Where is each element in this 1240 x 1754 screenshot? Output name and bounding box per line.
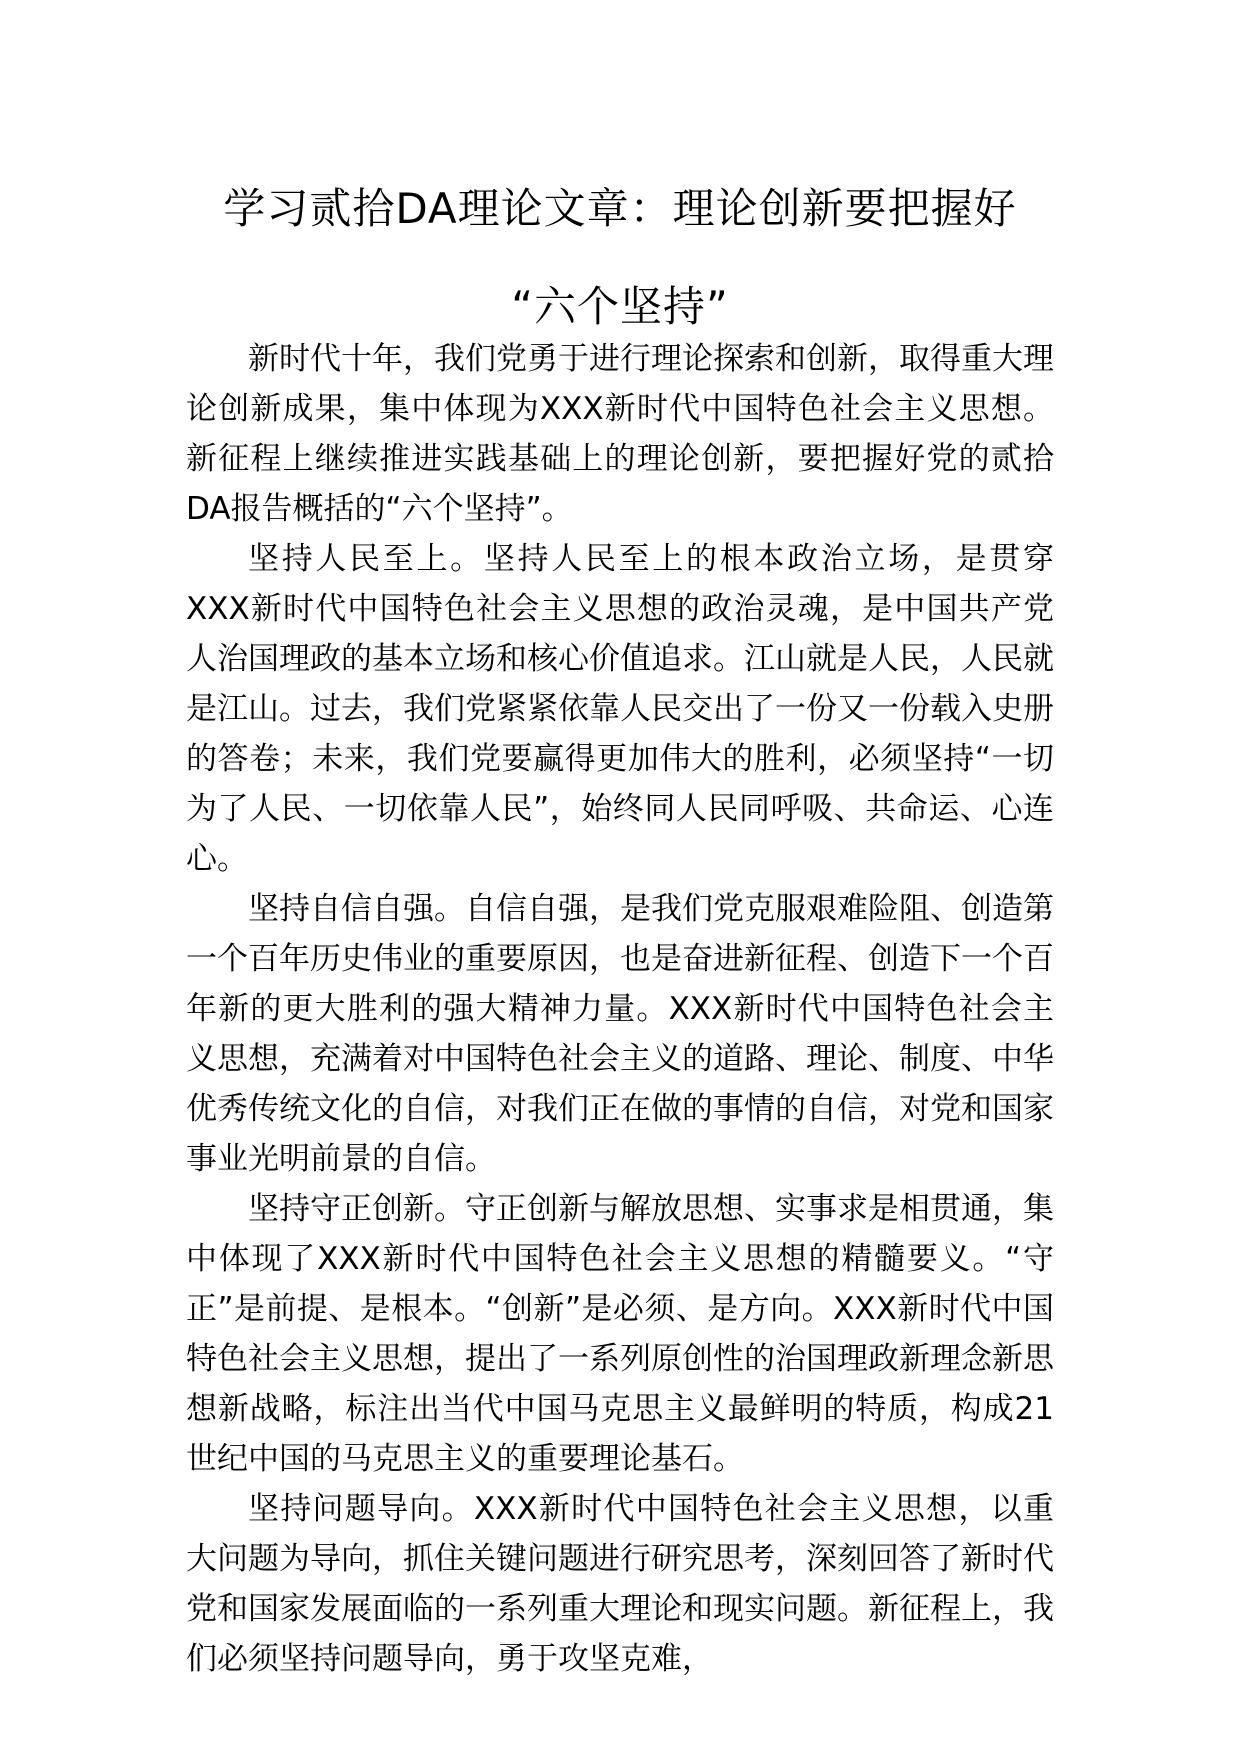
title-line-1: 学习贰拾DA理论文章：理论创新要把握好 [223, 184, 1017, 233]
paragraph-problem-orientation: 坚持问题导向。XXX新时代中国特色社会主义思想，以重大问题为导向，抓住关键问题进行研究思考，深刻回答了新时代党和国家发展面临的一系列重大理论和现实问题。新征程上，我们必须坚持问题导向，勇于攻坚克难， [186, 1491, 1054, 1677]
paragraph-intro: 新时代十年，我们党勇于进行理论探索和创新，取得重大理论创新成果，集中体现为XXX新时代中国特色社会主义思想。新征程上继续推进实践基础上的理论创新，要把握好党的贰拾DA报告概括的“六个坚持”。 [186, 341, 1054, 527]
paragraph-integrity-innovation: 坚持守正创新。守正创新与解放思想、实事求是相贯通，集中体现了XXX新时代中国特色社会主义思想的精髓要义。“守正”是前提、是根本。“创新”是必须、是方向。XXX新时代中国特色社会主义思想，提出了一系列原创性的治国理政新理念新思想新战略，标注出当代中国马克思主义最鲜明的特质，构成21世纪中国的马克思主义的重要理论基石。 [186, 1191, 1054, 1477]
paragraph-people-first: 坚持人民至上。坚持人民至上的根本政治立场，是贯穿XXX新时代中国特色社会主义思想的政治灵魂，是中国共产党人治国理政的基本立场和核心价值追求。江山就是人民，人民就是江山。过去，我们党紧紧依靠人民交出了一份又一份载入史册的答卷；未来，我们党要赢得更加伟大的胜利，必须坚持“一切为了人民、一切依靠人民”，始终同人民同呼吸、共命运、心连心。 [186, 541, 1054, 877]
document-body [186, 334, 1054, 1684]
document-title [186, 160, 1054, 356]
title-line-2: “六个坚持” [511, 282, 729, 331]
paragraph-self-confidence: 坚持自信自强。自信自强，是我们党克服艰难险阻、创造第一个百年历史伟业的重要原因，也是奋进新征程、创造下一个百年新的更大胜利的强大精神力量。XXX新时代中国特色社会主义思想，充满着对中国特色社会主义的道路、理论、制度、中华优秀传统文化的自信，对我们正在做的事情的自信，对党和国家事业光明前景的自信。 [186, 891, 1054, 1177]
